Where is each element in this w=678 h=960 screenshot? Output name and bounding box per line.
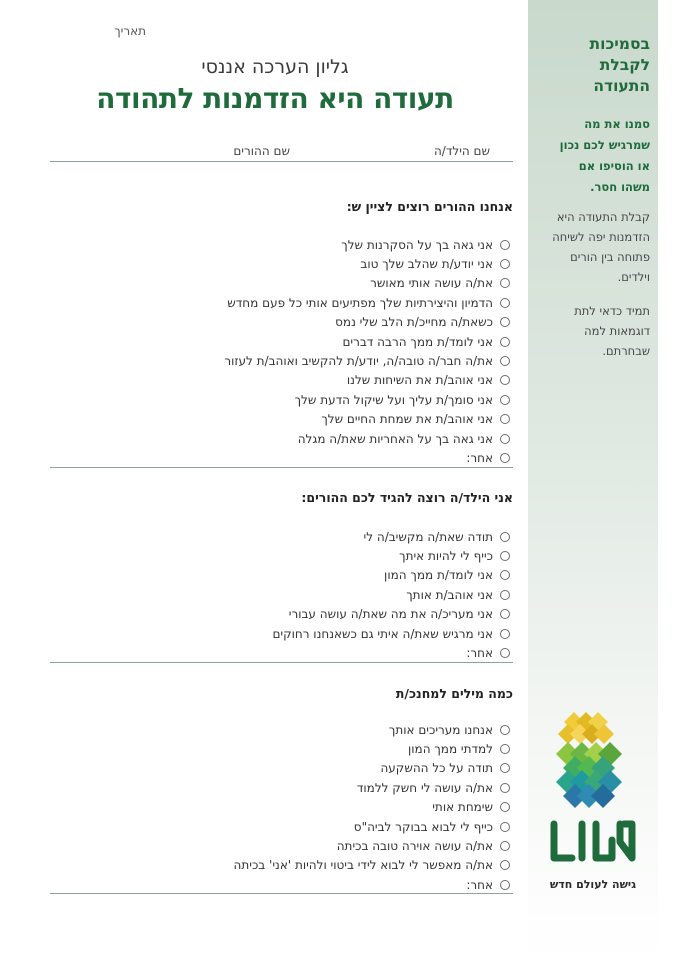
form-subtitle: גליון הערכה אננסי (201, 56, 349, 78)
list-item[interactable]: תודה על כל ההשקעה (40, 759, 510, 778)
side-instructions: סמנו את מה שמרגיש לכם נכון או הוסיפו אם משהו חסר. (559, 117, 650, 194)
section-child-list (40, 527, 510, 663)
list-item[interactable]: את/ה עושה לי חשק ללמוד (40, 778, 510, 797)
form-title: תעודה היא הזדמנות לתהודה (96, 82, 454, 115)
list-item[interactable]: את/ה מאפשר לי לבוא לידי ביטוי ולהיות 'אני' בכיתה (40, 856, 510, 875)
side-paragraph-conversation: קבלת התעודה היא הזדמנות יפה לשיחה פתוחה בין הורים וילדים. (552, 210, 650, 284)
section-parents-other-line[interactable] (50, 467, 513, 468)
radio-button[interactable] (500, 532, 510, 542)
radio-button[interactable] (500, 822, 510, 832)
radio-button[interactable] (500, 590, 510, 600)
list-item[interactable]: אני אוהב/ת את השיחות שלנו (40, 371, 510, 390)
radio-button[interactable] (500, 337, 510, 347)
side-heading: בסמיכות לקבלת התעודה (589, 35, 650, 95)
radio-button[interactable] (500, 240, 510, 250)
radio-button[interactable] (500, 841, 510, 851)
list-item[interactable]: אני גאה בך על הסקרנות שלך (40, 235, 510, 254)
radio-button[interactable] (500, 298, 510, 308)
list-item-other[interactable]: אחר: (40, 643, 510, 662)
radio-button[interactable] (500, 453, 510, 463)
section-teacher-title: כמה מילים למחנכ/ת (395, 686, 513, 701)
radio-button[interactable] (500, 629, 510, 639)
radio-button[interactable] (500, 763, 510, 773)
section-parents-title: אנחנו ההורים רוצים לציין ש: (346, 199, 513, 214)
radio-button[interactable] (500, 802, 510, 812)
pineapple-crown-icon (558, 712, 614, 744)
section-parents-list (40, 235, 510, 468)
radio-button[interactable] (500, 570, 510, 580)
list-item[interactable]: אני אוהב/ת את שמחת החיים שלך (40, 410, 510, 429)
radio-button[interactable] (500, 648, 510, 658)
section-teacher-list (40, 720, 510, 895)
section-child-other-line[interactable] (50, 662, 513, 663)
list-item[interactable]: אני אוהב/ת אותך (40, 585, 510, 604)
radio-button[interactable] (500, 259, 510, 269)
list-item[interactable]: אני מעריכ/ה את מה שאת/ה עושה עבורי (40, 605, 510, 624)
list-item[interactable]: את/ה עושה אותי מאושר (40, 274, 510, 293)
list-item[interactable]: כייף לי להיות איתך (40, 546, 510, 565)
list-item[interactable]: אני לומד/ת ממך הרבה דברים (40, 332, 510, 351)
radio-button[interactable] (500, 375, 510, 385)
name-fields-underline[interactable] (50, 161, 513, 162)
radio-button[interactable] (500, 551, 510, 561)
radio-button[interactable] (500, 317, 510, 327)
list-item[interactable]: כייף לי לבוא בבוקר לביה"ס (40, 817, 510, 836)
list-item[interactable]: למדתי ממך המון (40, 739, 510, 758)
section-child-title: אני הילד/ה רוצה להגיד לכם ההורים: (301, 490, 513, 505)
parent-name-label: שם ההורים (233, 144, 290, 158)
ananas-wordmark (554, 824, 632, 858)
list-item[interactable]: אני גאה בך על האחריות שאת/ה מגלה (40, 429, 510, 448)
logo-tagline: גישה לעולם חדש (549, 878, 637, 891)
list-item-other[interactable]: אחר: (40, 448, 510, 467)
section-teacher-other-line[interactable] (50, 893, 513, 894)
list-item[interactable]: תודה שאת/ה מקשיב/ה לי (40, 527, 510, 546)
list-item[interactable]: אני יודע/ת שהלב שלך טוב (40, 254, 510, 273)
radio-button[interactable] (500, 880, 510, 890)
list-item[interactable]: אני לומד/ת ממך המון (40, 566, 510, 585)
list-item[interactable]: אני מרגיש שאת/ה איתי גם כשאנחנו רחוקים (40, 624, 510, 643)
ananas-logo (546, 712, 640, 872)
radio-button[interactable] (500, 609, 510, 619)
radio-button[interactable] (500, 278, 510, 288)
list-item[interactable]: אנחנו מעריכים אותך (40, 720, 510, 739)
side-paragraph-examples: תמיד כדאי לתת דוגמאות למה שבחרתם. (574, 304, 650, 358)
radio-button[interactable] (500, 414, 510, 424)
list-item[interactable]: אני סומך/ת עליך ועל שיקול הדעת שלך (40, 390, 510, 409)
radio-button[interactable] (500, 434, 510, 444)
radio-button[interactable] (500, 860, 510, 870)
radio-button[interactable] (500, 356, 510, 366)
list-item-other[interactable]: אחר: (40, 875, 510, 894)
radio-button[interactable] (500, 744, 510, 754)
list-item[interactable]: כשאת/ה מחייכ/ת הלב שלי נמס (40, 313, 510, 332)
pineapple-body-icon (556, 742, 622, 808)
radio-button[interactable] (500, 395, 510, 405)
list-item[interactable]: את/ה עושה אוירה טובה בכיתה (40, 836, 510, 855)
date-label: תאריך (114, 24, 146, 38)
list-item[interactable]: הדמיון והיצירתיות שלך מפתיעים אותי כל פעם מחדש (40, 293, 510, 312)
list-item[interactable]: שימחת אותי (40, 798, 510, 817)
child-name-label: שם הילד/ה (433, 144, 490, 158)
radio-button[interactable] (500, 725, 510, 735)
list-item[interactable]: את/ה חבר/ה טובה/ה, יודע/ת להקשיב ואוהב/ת לעזור (40, 351, 510, 370)
radio-button[interactable] (500, 783, 510, 793)
